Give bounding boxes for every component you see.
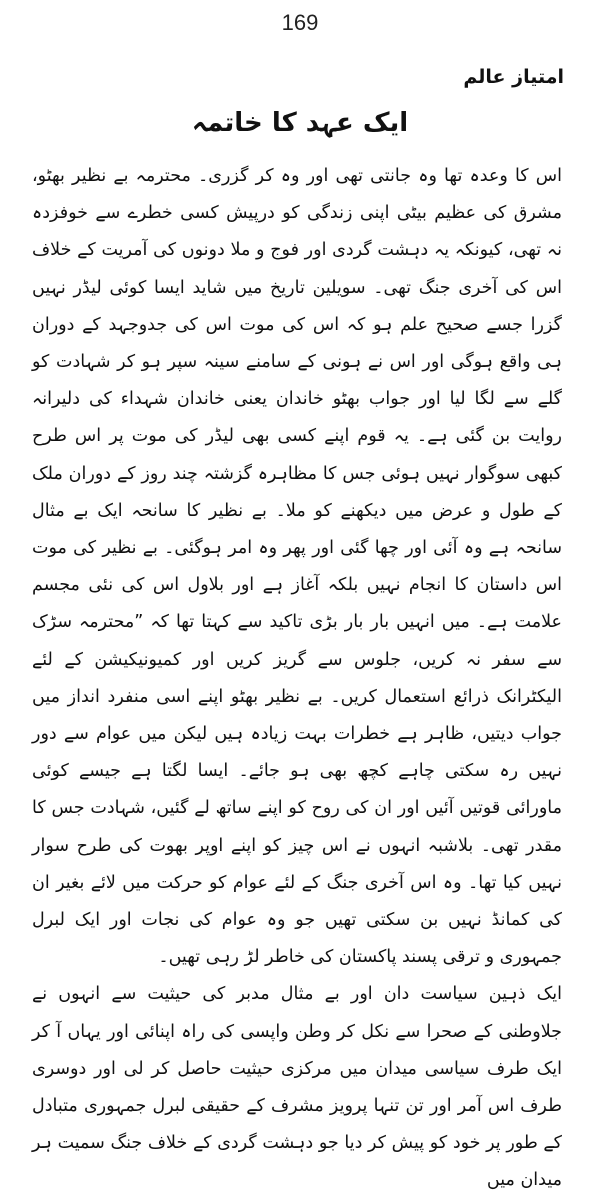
paragraph-2: ایک ذہین سیاست دان اور بے مثال مدبر کی حیثیت سے انہوں نے جلاوطنی کے صحرا سے نکل کر وطن واپسی کی راہ اپنائی اور یہاں آ کر ایک طرف سیاسی میدان میں مرکزی حیثیت حاصل کر لی اور دوسری طرف اس آمر اور تن تنہا پرویز مشرف کے حقیقی لبرل جمہوری متبادل کے طور پر خود کو پیش کر دیا جو دہشت گردی کے خلاف جنگ سمیت ہر میدان میں bbox=[32, 984, 562, 1191]
author-name: امتیاز عالم bbox=[463, 66, 564, 88]
article-title: ایک عہد کا خاتمہ bbox=[191, 108, 409, 138]
paragraph-1: اس کا وعدہ تھا وہ جانتی تھی اور وہ کر گزری۔ محترمہ بے نظیر بھٹو، مشرق کی عظیم بیٹی اپنی زندگی کو درپیش کسی خطرے سے خوفزدہ نہ تھی، کیونکہ یہ دہشت گردی اور فوج و ملا دونوں کی آمریت کے خلاف اس کی آخری جنگ تھی۔ سویلین تاریخ میں شاید ایسا کوئی لیڈر نہیں گزرا جسے صحیح علم ہو کہ اس کی موت اس کی جدوجہد کے دوران ہی واقع ہوگی اور اس نے ہونی کے سامنے سینہ سپر ہو کر شہادت کو گلے سے لگا لیا اور جواب بھٹو خاندان یعنی خاندان شہداء کی دلیرانہ روایت بن گئی ہے۔ یہ قوم اپنے کسی بھی لیڈر کی موت پر اس طرح کبھی سوگوار نہیں ہوئی جس کا مظاہرہ گزشتہ چند روز کے دوران ملک کے طول و عرض میں دیکھنے کو ملا۔ بے نظیر کا سانحہ ایک بے مثال سانحہ ہے وہ آئی اور چھا گئی اور پھر وہ امر ہوگئی۔ بے نظیر کی موت اس داستان کا انجام نہیں بلکہ آغاز ہے اور بلاول اس کی نئی مجسم علامت ہے۔ میں انہیں بار بار بڑی تاکید سے کہتا تھا کہ ”محترمہ سڑک سے سفر نہ کریں، جلوس سے گریز کریں اور کمیونیکیشن کے لئے الیکٹرانک ذرائع استعمال کریں۔ بے نظیر بھٹو اپنے اسی منفرد انداز میں جواب دیتیں، ظاہر ہے خطرات بہت زیادہ ہیں لیکن میں عوام سے دور نہیں رہ سکتی چاہے کچھ بھی ہو جائے۔ ایسا لگتا ہے جیسے کوئی ماورائی قوتیں آئیں اور ان کی روح کو اپنے ساتھ لے گئیں، شہادت جس کا مقدر تھی۔ بلاشبہ انہوں نے اس چیز کو اپنے اوپر بھوت کی طرح سوار نہیں کیا تھا۔ وہ اس آخری جنگ کے لئے عوام کو حرکت میں لائے بغیر ان کی کمانڈ نہیں بن سکتی تھیں جو وہ عوام کی نجات اور ایک لبرل جمہوری و ترقی پسند پاکستان کی خاطر لڑ رہی تھیں۔ bbox=[32, 166, 562, 968]
page-number: 169 bbox=[281, 10, 319, 35]
article-body bbox=[32, 158, 562, 1200]
